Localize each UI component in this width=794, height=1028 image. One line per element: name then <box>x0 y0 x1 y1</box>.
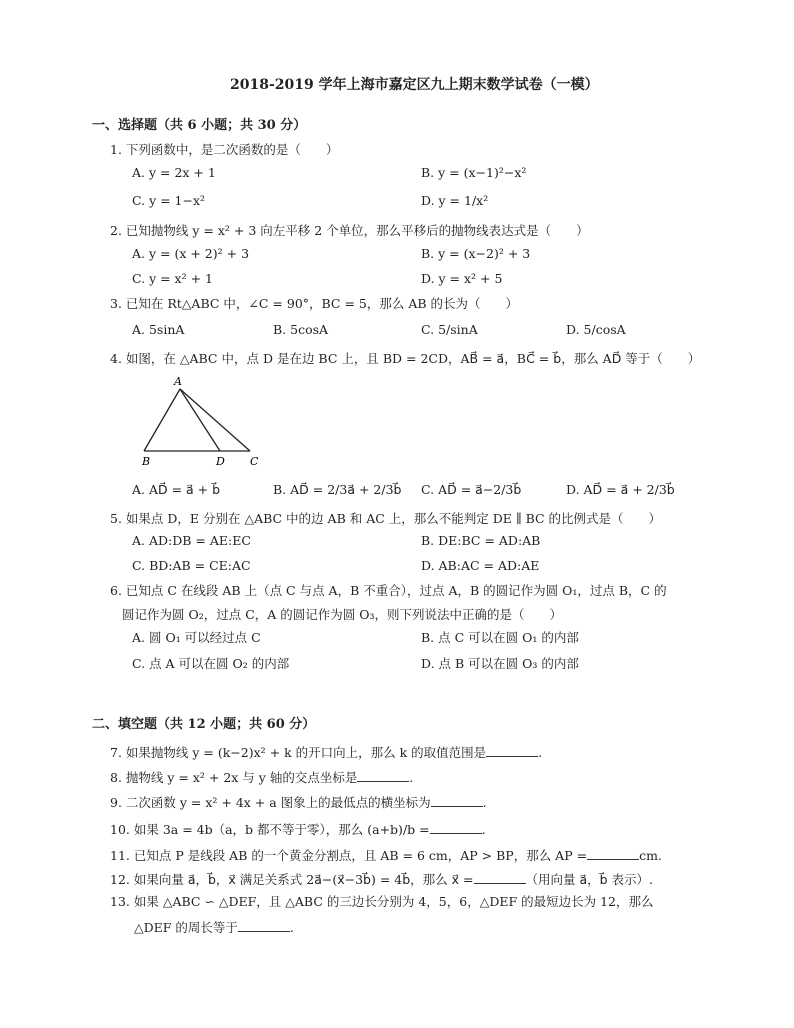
question-3-option-a: A. 5sinA <box>132 322 185 337</box>
question-4-stem: 4. 如图，在 △ABC 中，点 D 是在边 BC 上，且 BD = 2CD，AB⃗ = a⃗，BC⃗ = b⃗，那么 AD⃗ 等于（ ） <box>110 351 701 366</box>
section-multiple-choice-heading: 一、选择题（共 6 小题；共 30 分） <box>92 118 307 133</box>
point-label-d: D <box>216 455 225 468</box>
question-12 <box>110 872 653 887</box>
question-11-end: cm. <box>639 848 662 863</box>
question-7 <box>110 745 542 760</box>
answer-blank[interactable] <box>238 920 290 932</box>
answer-blank[interactable] <box>430 822 482 834</box>
question-3-option-b: B. 5cosA <box>273 322 329 337</box>
question-11 <box>110 848 662 863</box>
question-7-end: . <box>538 745 543 760</box>
question-10-end: . <box>481 822 486 837</box>
question-12-text: 12. 如果向量 a⃗，b⃗，x⃗ 满足关系式 2a⃗−(x⃗−3b⃗) = 4b⃗，那么 x⃗ = <box>110 872 474 887</box>
question-6-stem-line-2: 圆记作为圆 O₂，过点 C，A 的圆记作为圆 O₃，则下列说法中正确的是（ ） <box>122 607 563 622</box>
question-13-line-2 <box>134 920 294 935</box>
question-4-option-c: C. AD⃗ = a⃗−2/3b⃗ <box>421 482 522 497</box>
question-9-text: 9. 二次函数 y = x² + 4x + a 图象上的最低点的横坐标为 <box>110 795 431 810</box>
question-6-option-b: B. 点 C 可以在圆 O₁ 的内部 <box>421 630 579 645</box>
answer-blank[interactable] <box>587 848 639 860</box>
question-9 <box>110 795 487 810</box>
segment-ad <box>180 389 220 451</box>
question-4-option-b: B. AD⃗ = 2/3a⃗ + 2/3b⃗ <box>273 482 402 497</box>
segment-ab <box>144 389 180 451</box>
vertex-label-c: C <box>250 455 259 468</box>
question-5-option-c: C. BD:AB = CE:AC <box>132 558 251 573</box>
question-2-option-b: B. y = (x−2)² + 3 <box>421 246 531 261</box>
question-3-stem: 3. 已知在 Rt△ABC 中，∠C = 90°，BC = 5，那么 AB 的长为（ ） <box>110 296 519 311</box>
page-title: 2018-2019 学年上海市嘉定区九上期末数学试卷（一模） <box>230 77 599 93</box>
answer-blank[interactable] <box>486 745 538 757</box>
question-3-option-d: D. 5/cosA <box>566 322 626 337</box>
question-1-option-d: D. y = 1/x² <box>421 193 489 208</box>
question-2-option-d: D. y = x² + 5 <box>421 271 503 286</box>
question-13-end: . <box>289 920 294 935</box>
question-13-text: △DEF 的周长等于 <box>134 920 238 935</box>
question-6-option-c: C. 点 A 可以在圆 O₂ 的内部 <box>132 656 290 671</box>
question-4-option-a: A. AD⃗ = a⃗ + b⃗ <box>132 482 221 497</box>
question-6-option-d: D. 点 B 可以在圆 O₃ 的内部 <box>421 656 579 671</box>
question-12-end: （用向量 a⃗，b⃗ 表示）. <box>525 872 654 887</box>
question-7-text: 7. 如果抛物线 y = (k−2)x² + k 的开口向上，那么 k 的取值范围是 <box>110 745 487 760</box>
question-2-option-c: C. y = x² + 1 <box>132 271 213 286</box>
answer-blank[interactable] <box>431 795 483 807</box>
question-6-option-a: A. 圆 O₁ 可以经过点 C <box>132 630 261 645</box>
triangle-abc-figure <box>132 373 264 468</box>
question-5-stem: 5. 如果点 D，E 分别在 △ABC 中的边 AB 和 AC 上，那么不能判定 DE ∥ BC 的比例式是（ ） <box>110 511 662 526</box>
question-13-line-1: 13. 如果 △ABC ∽ △DEF，且 △ABC 的三边长分别为 4，5，6，△DEF 的最短边长为 12，那么 <box>110 894 654 909</box>
question-5-option-b: B. DE:BC = AD:AB <box>421 533 541 548</box>
question-1-stem: 1. 下列函数中，是二次函数的是（ ） <box>110 142 339 157</box>
question-10-text: 10. 如果 3a = 4b（a，b 都不等于零），那么 (a+b)/b = <box>110 822 430 837</box>
question-10 <box>110 822 486 837</box>
question-8-end: . <box>409 770 414 785</box>
question-11-text: 11. 已知点 P 是线段 AB 的一个黄金分割点，且 AB = 6 cm，AP > BP，那么 AP = <box>110 848 588 863</box>
answer-blank[interactable] <box>357 770 409 782</box>
question-8 <box>110 770 413 785</box>
question-1-option-c: C. y = 1−x² <box>132 193 206 208</box>
question-5-option-a: A. AD:DB = AE:EC <box>132 533 251 548</box>
question-1-option-b: B. y = (x−1)²−x² <box>421 165 527 180</box>
question-2-option-a: A. y = (x + 2)² + 3 <box>132 246 250 261</box>
question-3-option-c: C. 5/sinA <box>421 322 478 337</box>
segment-ac <box>180 389 250 451</box>
question-9-end: . <box>482 795 487 810</box>
answer-blank[interactable] <box>474 872 526 884</box>
question-5-option-d: D. AB:AC = AD:AE <box>421 558 540 573</box>
section-fill-in-heading: 二、填空题（共 12 小题；共 60 分） <box>92 717 316 732</box>
vertex-label-a: A <box>174 375 182 388</box>
question-6-stem-line-1: 6. 已知点 C 在线段 AB 上（点 C 与点 A，B 不重合），过点 A，B 的圆记作为圆 O₁，过点 B，C 的 <box>110 583 667 598</box>
question-4-option-d: D. AD⃗ = a⃗ + 2/3b⃗ <box>566 482 675 497</box>
vertex-label-b: B <box>142 455 151 468</box>
question-2-stem: 2. 已知抛物线 y = x² + 3 向左平移 2 个单位，那么平移后的抛物线表达式是（ ） <box>110 223 589 238</box>
question-8-text: 8. 抛物线 y = x² + 2x 与 y 轴的交点坐标是 <box>110 770 358 785</box>
question-1-option-a: A. y = 2x + 1 <box>132 165 216 180</box>
